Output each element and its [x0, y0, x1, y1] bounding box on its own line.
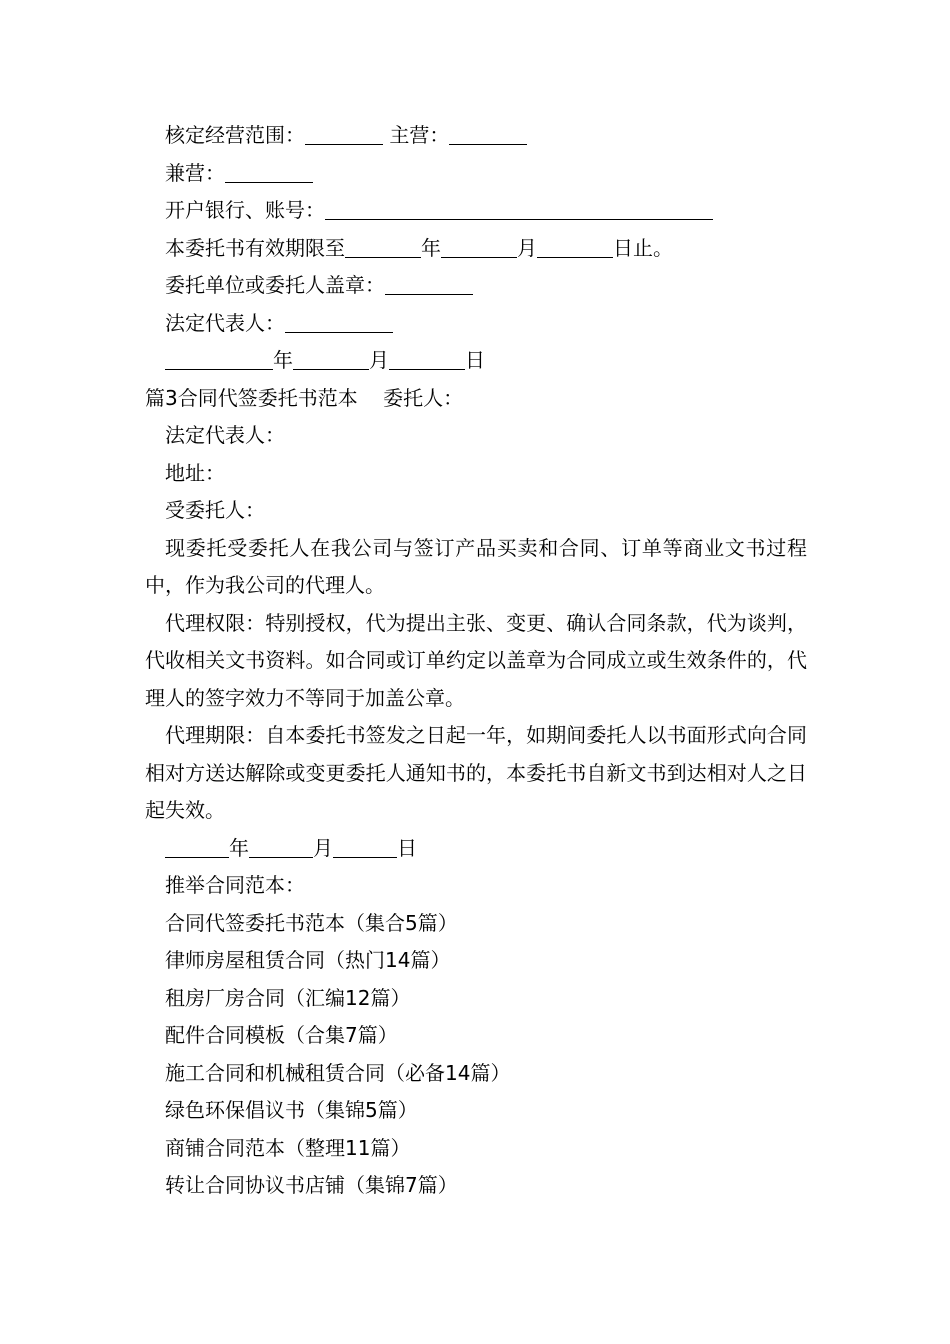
- principal-label: 委托人：: [383, 385, 464, 410]
- bank-account-label: 开户银行、账号：: [165, 198, 325, 222]
- document-body: [145, 117, 807, 1205]
- date2-day: 日: [397, 835, 417, 860]
- date2-year: 年: [229, 835, 249, 860]
- address-line: [145, 455, 807, 493]
- validity-month-blank: [441, 235, 517, 258]
- bank-account-line: [145, 192, 807, 230]
- paragraph-delegation: 现委托受委托人在我公司与签订产品买卖和合同、订单等商业文书过程中，作为我公司的代理人。: [145, 535, 807, 597]
- seal-line: [145, 267, 807, 305]
- date1-year-blank: [165, 347, 273, 370]
- date-line-1: [145, 342, 807, 380]
- recommend-link[interactable]: 租房厂房合同（汇编12篇）: [165, 985, 411, 1010]
- validity-year: 年: [421, 235, 441, 260]
- legal-rep-line: [145, 305, 807, 343]
- validity-line: [145, 230, 807, 268]
- recommend-label: 推举合同范本：: [165, 873, 305, 897]
- legal-rep2-line: [145, 417, 807, 455]
- date2-month-blank: [249, 835, 313, 858]
- section-title-line: [145, 380, 807, 418]
- seal-label: 委托单位或委托人盖章：: [165, 273, 385, 297]
- side-business-line: [145, 155, 807, 193]
- recommend-link[interactable]: 律师房屋租赁合同（热门14篇）: [165, 948, 451, 972]
- date1-month: 月: [369, 348, 389, 372]
- agent-line: [145, 492, 807, 530]
- recommend-heading: [145, 867, 807, 905]
- main-business-blank: [449, 122, 527, 145]
- side-business-blank: [225, 160, 313, 183]
- date1-day-blank: [389, 347, 465, 370]
- bank-account-blank: [325, 197, 713, 220]
- business-scope-label: 核定经营范围：: [165, 123, 305, 147]
- recommend-link[interactable]: 商铺合同范本（整理11篇）: [165, 1135, 411, 1160]
- business-scope-line: [145, 117, 807, 155]
- legal-rep-blank: [285, 310, 393, 333]
- date1-day: 日: [465, 348, 485, 372]
- date2-month: 月: [313, 835, 333, 860]
- recommend-link[interactable]: 转让合同协议书店铺（集锦7篇）: [165, 1173, 458, 1197]
- validity-year-blank: [345, 235, 421, 258]
- recommend-link[interactable]: 配件合同模板（合集7篇）: [165, 1023, 398, 1047]
- agent-label: 受委托人：: [165, 498, 265, 522]
- date2-year-blank: [165, 835, 229, 858]
- validity-day-blank: [537, 235, 613, 258]
- business-scope-blank: [305, 122, 383, 145]
- validity-suffix: 日止。: [613, 235, 673, 260]
- date1-year: 年: [273, 348, 293, 372]
- address-label: 地址：: [165, 460, 225, 485]
- paragraph-term: 代理期限：自本委托书签发之日起一年，如期间委托人以书面形式向合同相对方送达解除或变更委托人通知书的，本委托书自新文书到达相对人之日起失效。: [145, 723, 807, 822]
- date-line-2: [145, 830, 807, 868]
- validity-prefix: 本委托书有效期限至: [165, 235, 345, 260]
- date1-month-blank: [293, 347, 369, 370]
- recommend-link[interactable]: 施工合同和机械租赁合同（必备14篇）: [165, 1060, 511, 1085]
- paragraph-authority: 代理权限：特别授权，代为提出主张、变更、确认合同条款，代为谈判，代收相关文书资料。如合同或订单约定以盖章为合同成立或生效条件的，代理人的签字效力不等同于加盖公章。: [145, 610, 807, 710]
- main-business-label: 主营：: [389, 123, 450, 147]
- recommend-link[interactable]: 合同代签委托书范本（集合5篇）: [165, 910, 458, 935]
- validity-month: 月: [517, 235, 537, 260]
- legal-rep-label: 法定代表人：: [165, 310, 285, 335]
- recommend-link[interactable]: 绿色环保倡议书（集锦5篇）: [165, 1098, 418, 1122]
- side-business-label: 兼营：: [165, 160, 225, 185]
- section-title: 篇3合同代签委托书范本: [145, 385, 358, 410]
- legal-rep2-label: 法定代表人：: [165, 423, 285, 447]
- seal-blank: [385, 272, 473, 295]
- date2-day-blank: [333, 835, 397, 858]
